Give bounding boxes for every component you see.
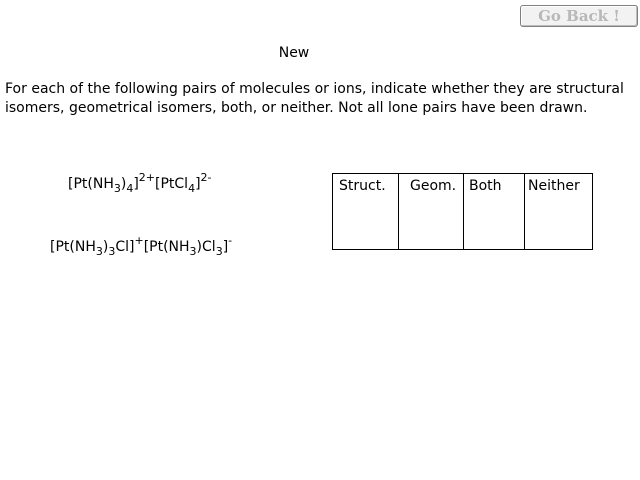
instructions-text: For each of the following pairs of molecules or ions, indicate whether they are structural isomers, geometrical isomers, both, or neither. Not all lone pairs have been drawn. (5, 81, 624, 116)
answer-both[interactable]: Both (464, 174, 525, 250)
answer-structural[interactable]: Struct. (333, 174, 399, 250)
molecule-pair-2 (50, 234, 233, 258)
page-title: New (278, 45, 310, 61)
answer-row (333, 174, 593, 250)
answer-geometrical[interactable]: Geom. (399, 174, 464, 250)
answer-neither[interactable]: Neither (525, 174, 593, 250)
pair-1-ion-a: $[Pt(NH_3)_4]^{2+}$ (68, 171, 156, 195)
pair-2-ion-a: $[Pt(NH_3)_3Cl]^+$ (50, 234, 144, 258)
molecule-pair-1 (68, 171, 212, 195)
pair-1-ion-b: [PtCl$_4$]$^{2-}$ (155, 171, 212, 195)
pair-2-ion-b: $[Pt(NH_3)Cl_3]^-$ (143, 234, 233, 258)
go-back-button[interactable]: Go Back ! (520, 5, 638, 27)
answer-table (332, 173, 593, 250)
